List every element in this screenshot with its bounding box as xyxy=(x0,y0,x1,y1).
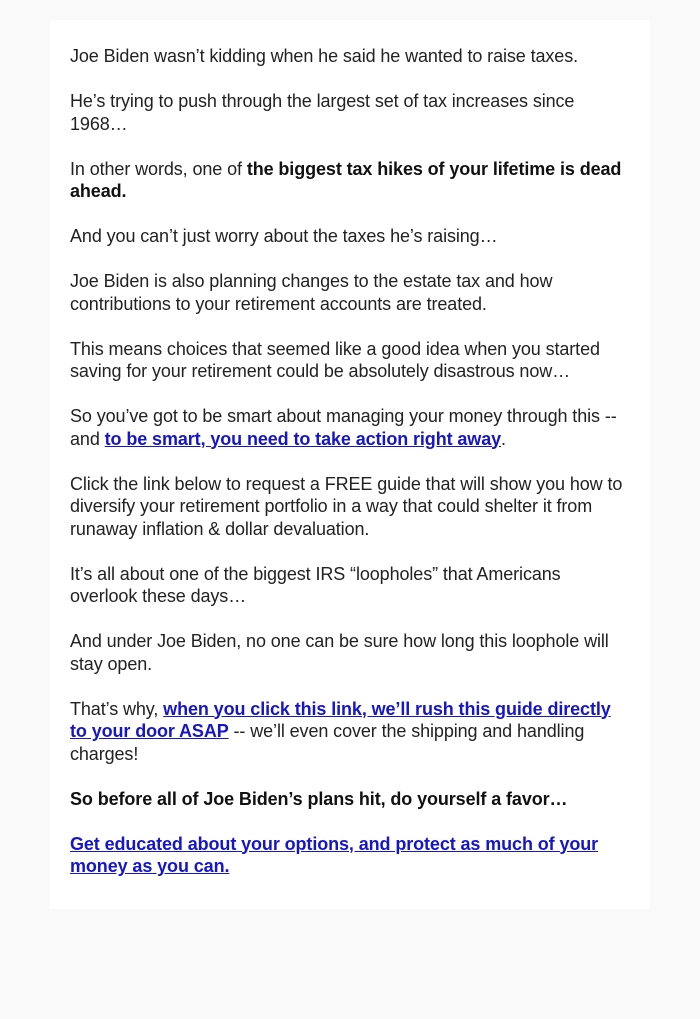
paragraph-10: And under Joe Biden, no one can be sure how long this loophole will stay open. xyxy=(70,631,609,674)
paragraph-3-bold-text: the biggest tax hikes of your lifetime is dead ahead. xyxy=(70,158,622,201)
paragraph-3 xyxy=(70,158,630,203)
paragraph-9: It’s all about one of the biggest IRS “loopholes” that Americans overlook these days… xyxy=(70,563,561,606)
paragraph-7-text: So you’ve got to be smart about managing your money through this -- and xyxy=(70,406,617,449)
paragraph-7-end: . xyxy=(501,428,506,449)
paragraph-1: Joe Biden wasn’t kidding when he said he wanted to raise taxes. xyxy=(70,46,579,66)
paragraph-11 xyxy=(70,698,630,766)
paragraph-12-bold-text: So before all of Joe Biden’s plans hit, do yourself a favor… xyxy=(70,788,568,809)
paragraph-11-text: That’s why, xyxy=(70,698,164,719)
paragraph-6: This means choices that seemed like a good idea when you started saving for your retirement could be absolutely disastrous now… xyxy=(70,338,600,381)
paragraph-11-end: -- we’ll even cover the shipping and handling charges! xyxy=(70,721,585,764)
paragraph-5: Joe Biden is also planning changes to the estate tax and how contributions to your retirement accounts are treated. xyxy=(70,271,553,314)
paragraph-4: And you can’t just worry about the taxes he’s raising… xyxy=(70,226,498,246)
email-body xyxy=(50,20,650,909)
paragraph-3-text: In other words, one of xyxy=(70,158,247,179)
paragraph-2: He’s trying to push through the largest set of tax increases since 1968… xyxy=(70,91,575,134)
paragraph-8: Click the link below to request a FREE guide that will show you how to diversify your retirement portfolio in a way that could shelter it from runaway inflation & dollar devaluation. xyxy=(70,473,623,539)
rush-guide-link[interactable]: when you click this link, we’ll rush this guide directly to your door ASAP xyxy=(70,698,611,741)
paragraph-12 xyxy=(70,788,630,811)
paragraph-13 xyxy=(70,833,630,878)
take-action-link[interactable]: to be smart, you need to take action right away xyxy=(104,428,502,449)
get-educated-link[interactable]: Get educated about your options, and protect as much of your money as you can. xyxy=(70,833,599,876)
paragraph-7 xyxy=(70,405,630,450)
